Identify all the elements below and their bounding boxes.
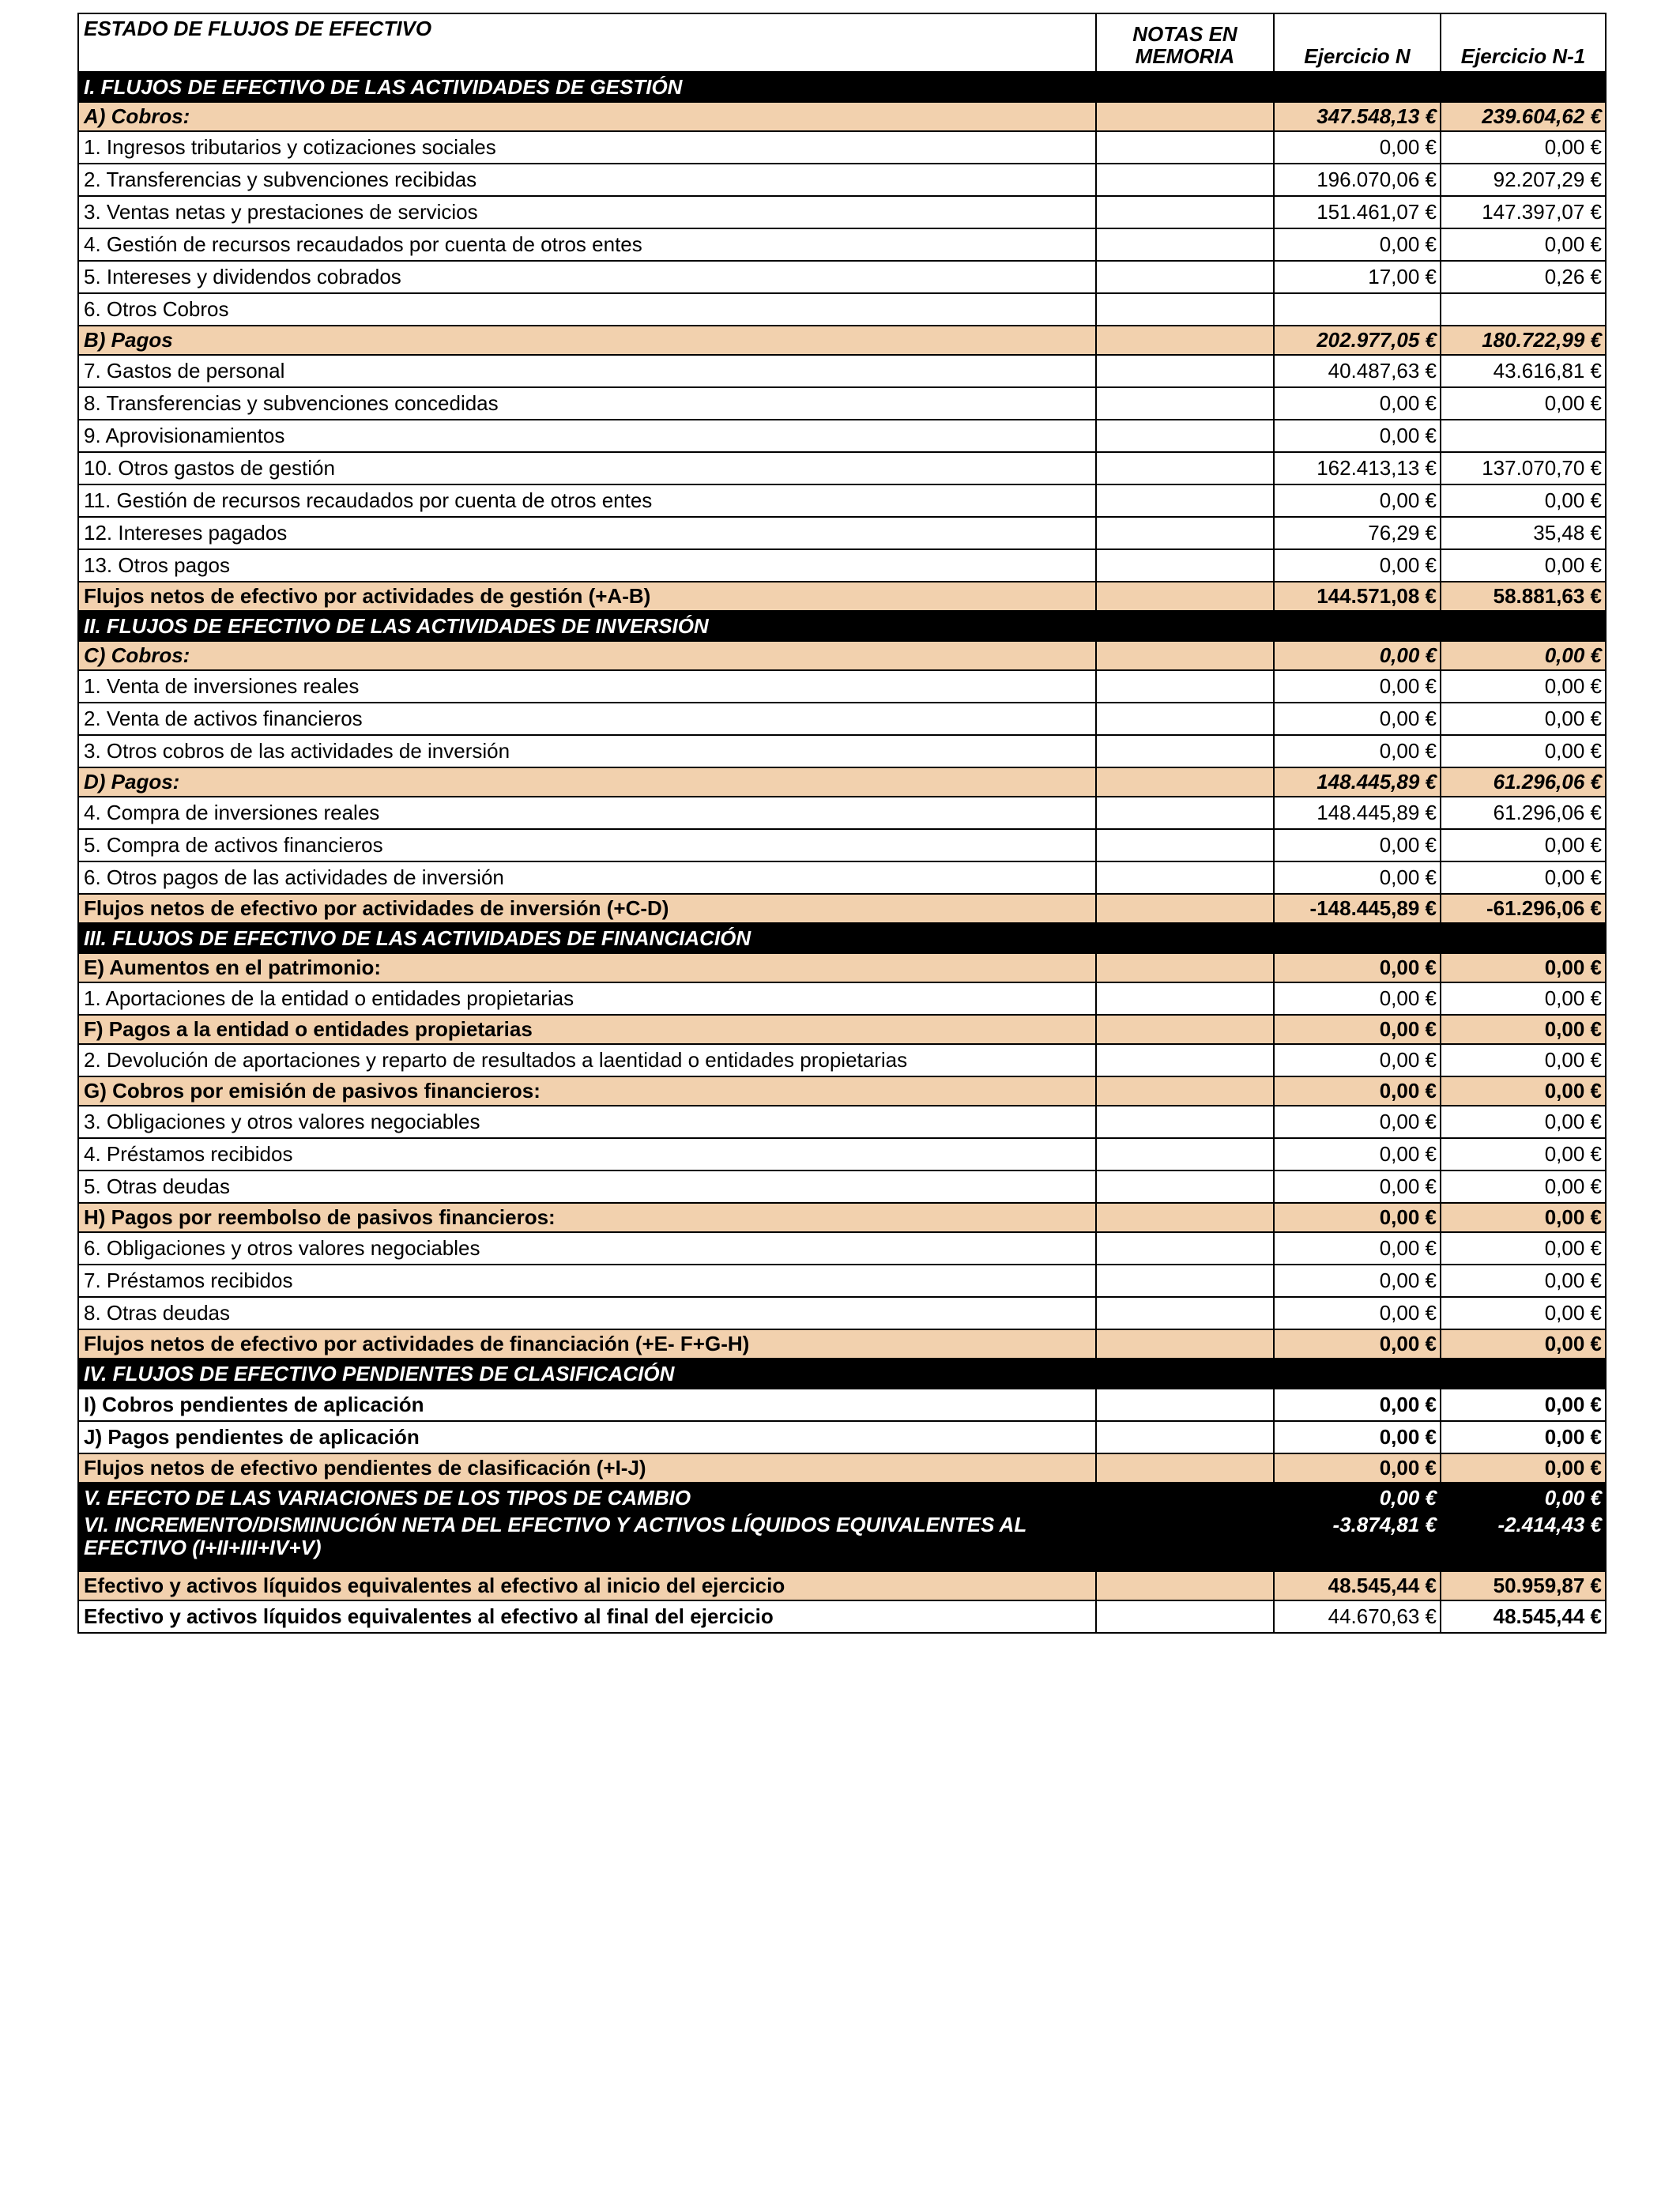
row-label: V. EFECTO DE LAS VARIACIONES DE LOS TIPOS DE CAMBIO — [78, 1483, 1096, 1513]
value-year-n: 44.670,63 € — [1274, 1600, 1441, 1633]
value-year-n1: -61.296,06 € — [1441, 894, 1606, 923]
value-year-n: 0,00 € — [1274, 1106, 1441, 1138]
value-year-n: 0,00 € — [1274, 387, 1441, 420]
row-label: III. FLUJOS DE EFECTIVO DE LAS ACTIVIDADES DE FINANCIACIÓN — [78, 923, 1096, 953]
value-year-n1: 43.616,81 € — [1441, 355, 1606, 387]
row-label: J) Pagos pendientes de aplicación — [78, 1421, 1096, 1453]
row-notes — [1096, 549, 1274, 582]
value-year-n: 0,00 € — [1274, 1044, 1441, 1076]
value-year-n1: 0,00 € — [1441, 1203, 1606, 1232]
row-label: E) Aumentos en el patrimonio: — [78, 953, 1096, 982]
row-notes — [1096, 829, 1274, 861]
row-notes — [1096, 102, 1274, 131]
section-header-row — [78, 923, 1606, 953]
row-notes — [1096, 1015, 1274, 1044]
value-year-n1: 50.959,87 € — [1441, 1571, 1606, 1600]
value-year-n1 — [1441, 611, 1606, 641]
row-label: 5. Compra de activos financieros — [78, 829, 1096, 861]
value-year-n1: 92.207,29 € — [1441, 164, 1606, 196]
column-header-year-n1: Ejercicio N-1 — [1441, 13, 1606, 72]
value-year-n — [1274, 923, 1441, 953]
value-year-n: 162.413,13 € — [1274, 452, 1441, 484]
table-row — [78, 293, 1606, 326]
column-header-year-n: Ejercicio N — [1274, 13, 1441, 72]
value-year-n1: 0,26 € — [1441, 261, 1606, 293]
total-row — [78, 582, 1606, 611]
table-row — [78, 1600, 1606, 1633]
total-row — [78, 1453, 1606, 1483]
value-year-n: 0,00 € — [1274, 1453, 1441, 1483]
table-row — [78, 355, 1606, 387]
row-label: Efectivo y activos líquidos equivalentes al efectivo al final del ejercicio — [78, 1600, 1096, 1633]
row-notes — [1096, 1513, 1274, 1571]
row-notes — [1096, 1138, 1274, 1171]
row-label: Flujos netos de efectivo pendientes de clasificación (+I-J) — [78, 1453, 1096, 1483]
row-label: 1. Ingresos tributarios y cotizaciones sociales — [78, 131, 1096, 164]
value-year-n1: 0,00 € — [1441, 1044, 1606, 1076]
row-notes — [1096, 982, 1274, 1015]
table-header-row — [78, 13, 1606, 72]
table-row — [78, 797, 1606, 829]
row-notes — [1096, 641, 1274, 670]
row-label: D) Pagos: — [78, 767, 1096, 797]
value-year-n1: 61.296,06 € — [1441, 797, 1606, 829]
section-header-row — [78, 611, 1606, 641]
value-year-n1: 0,00 € — [1441, 387, 1606, 420]
row-notes — [1096, 582, 1274, 611]
row-label: 4. Préstamos recibidos — [78, 1138, 1096, 1171]
table-row — [78, 829, 1606, 861]
table-row — [78, 1138, 1606, 1171]
value-year-n1: 137.070,70 € — [1441, 452, 1606, 484]
row-label: Flujos netos de efectivo por actividades de financiación (+E- F+G-H) — [78, 1329, 1096, 1359]
value-year-n1 — [1441, 293, 1606, 326]
row-notes — [1096, 72, 1274, 102]
row-notes — [1096, 484, 1274, 517]
row-label: 12. Intereses pagados — [78, 517, 1096, 549]
section-header-row — [78, 1359, 1606, 1389]
value-year-n: 148.445,89 € — [1274, 797, 1441, 829]
row-notes — [1096, 1571, 1274, 1600]
value-year-n: 17,00 € — [1274, 261, 1441, 293]
row-notes — [1096, 452, 1274, 484]
cash-flow-table — [77, 13, 1607, 1634]
value-year-n: 0,00 € — [1274, 1015, 1441, 1044]
value-year-n — [1274, 72, 1441, 102]
row-notes — [1096, 923, 1274, 953]
value-year-n1: 0,00 € — [1441, 703, 1606, 735]
row-label: B) Pagos — [78, 326, 1096, 355]
section-header-row — [78, 1483, 1606, 1513]
table-row — [78, 196, 1606, 228]
value-year-n: 0,00 € — [1274, 228, 1441, 261]
section-header-row — [78, 72, 1606, 102]
section-header-row — [78, 1513, 1606, 1571]
value-year-n1: 0,00 € — [1441, 861, 1606, 894]
value-year-n: 40.487,63 € — [1274, 355, 1441, 387]
row-label: 8. Transferencias y subvenciones concedidas — [78, 387, 1096, 420]
table-row — [78, 1171, 1606, 1203]
value-year-n: 0,00 € — [1274, 420, 1441, 452]
table-row — [78, 670, 1606, 703]
row-notes — [1096, 1076, 1274, 1106]
row-label: 1. Venta de inversiones reales — [78, 670, 1096, 703]
row-notes — [1096, 1265, 1274, 1297]
value-year-n: 0,00 € — [1274, 829, 1441, 861]
row-notes — [1096, 1389, 1274, 1421]
value-year-n1: 0,00 € — [1441, 1171, 1606, 1203]
table-row — [78, 735, 1606, 767]
statement-title: ESTADO DE FLUJOS DE EFECTIVO — [78, 13, 1096, 72]
value-year-n1: 61.296,06 € — [1441, 767, 1606, 797]
value-year-n: 0,00 € — [1274, 1421, 1441, 1453]
row-notes — [1096, 1232, 1274, 1265]
row-notes — [1096, 164, 1274, 196]
table-row — [78, 767, 1606, 797]
value-year-n1: 239.604,62 € — [1441, 102, 1606, 131]
value-year-n1: -2.414,43 € — [1441, 1513, 1606, 1571]
row-label: 7. Gastos de personal — [78, 355, 1096, 387]
value-year-n1: 0,00 € — [1441, 549, 1606, 582]
value-year-n: 0,00 € — [1274, 861, 1441, 894]
row-notes — [1096, 735, 1274, 767]
value-year-n1: 0,00 € — [1441, 1389, 1606, 1421]
value-year-n1: 48.545,44 € — [1441, 1600, 1606, 1633]
row-label: 5. Intereses y dividendos cobrados — [78, 261, 1096, 293]
row-notes — [1096, 894, 1274, 923]
table-row — [78, 953, 1606, 982]
row-notes — [1096, 1044, 1274, 1076]
value-year-n1: 180.722,99 € — [1441, 326, 1606, 355]
row-notes — [1096, 767, 1274, 797]
value-year-n: 0,00 € — [1274, 1076, 1441, 1106]
table-row — [78, 641, 1606, 670]
table-row — [78, 387, 1606, 420]
value-year-n: 202.977,05 € — [1274, 326, 1441, 355]
value-year-n — [1274, 1359, 1441, 1389]
row-label: 8. Otras deudas — [78, 1297, 1096, 1329]
value-year-n: 151.461,07 € — [1274, 196, 1441, 228]
table-row — [78, 484, 1606, 517]
value-year-n1: 0,00 € — [1441, 1076, 1606, 1106]
row-notes — [1096, 1329, 1274, 1359]
value-year-n1: 0,00 € — [1441, 1232, 1606, 1265]
row-notes — [1096, 355, 1274, 387]
table-row — [78, 1076, 1606, 1106]
row-label: 1. Aportaciones de la entidad o entidades propietarias — [78, 982, 1096, 1015]
row-label: F) Pagos a la entidad o entidades propietarias — [78, 1015, 1096, 1044]
row-notes — [1096, 797, 1274, 829]
value-year-n: -3.874,81 € — [1274, 1513, 1441, 1571]
value-year-n: 0,00 € — [1274, 1329, 1441, 1359]
table-row — [78, 131, 1606, 164]
row-notes — [1096, 611, 1274, 641]
row-label: Efectivo y activos líquidos equivalentes al efectivo al inicio del ejercicio — [78, 1571, 1096, 1600]
row-label: 7. Préstamos recibidos — [78, 1265, 1096, 1297]
total-row — [78, 1329, 1606, 1359]
row-notes — [1096, 228, 1274, 261]
value-year-n — [1274, 293, 1441, 326]
table-row — [78, 1421, 1606, 1453]
value-year-n1: 0,00 € — [1441, 228, 1606, 261]
row-label: 3. Obligaciones y otros valores negociables — [78, 1106, 1096, 1138]
row-label: Flujos netos de efectivo por actividades de gestión (+A-B) — [78, 582, 1096, 611]
row-label: G) Cobros por emisión de pasivos financieros: — [78, 1076, 1096, 1106]
row-label: A) Cobros: — [78, 102, 1096, 131]
value-year-n1 — [1441, 1359, 1606, 1389]
value-year-n: 148.445,89 € — [1274, 767, 1441, 797]
row-notes — [1096, 420, 1274, 452]
value-year-n1: 35,48 € — [1441, 517, 1606, 549]
row-notes — [1096, 326, 1274, 355]
value-year-n1: 0,00 € — [1441, 982, 1606, 1015]
value-year-n: 0,00 € — [1274, 641, 1441, 670]
cash-flow-statement — [77, 13, 1605, 1634]
value-year-n: 0,00 € — [1274, 735, 1441, 767]
value-year-n: 0,00 € — [1274, 953, 1441, 982]
column-header-notes: NOTAS EN MEMORIA — [1096, 13, 1274, 72]
row-notes — [1096, 703, 1274, 735]
value-year-n1: 58.881,63 € — [1441, 582, 1606, 611]
table-row — [78, 861, 1606, 894]
total-row — [78, 894, 1606, 923]
value-year-n: 196.070,06 € — [1274, 164, 1441, 196]
row-notes — [1096, 670, 1274, 703]
row-notes — [1096, 953, 1274, 982]
table-row — [78, 452, 1606, 484]
table-row — [78, 1203, 1606, 1232]
row-label: Flujos netos de efectivo por actividades de inversión (+C-D) — [78, 894, 1096, 923]
row-label: 2. Devolución de aportaciones y reparto de resultados a laentidad o entidades propietarias — [78, 1044, 1096, 1076]
table-row — [78, 1297, 1606, 1329]
row-label: H) Pagos por reembolso de pasivos financieros: — [78, 1203, 1096, 1232]
value-year-n: 0,00 € — [1274, 1265, 1441, 1297]
row-label: I. FLUJOS DE EFECTIVO DE LAS ACTIVIDADES DE GESTIÓN — [78, 72, 1096, 102]
table-row — [78, 1265, 1606, 1297]
value-year-n1: 0,00 € — [1441, 1015, 1606, 1044]
row-label: C) Cobros: — [78, 641, 1096, 670]
row-label: 5. Otras deudas — [78, 1171, 1096, 1203]
table-row — [78, 549, 1606, 582]
total-row — [78, 1571, 1606, 1600]
table-row — [78, 164, 1606, 196]
row-label: 3. Otros cobros de las actividades de inversión — [78, 735, 1096, 767]
value-year-n1: 0,00 € — [1441, 829, 1606, 861]
row-notes — [1096, 131, 1274, 164]
value-year-n1: 0,00 € — [1441, 1138, 1606, 1171]
row-label: 9. Aprovisionamientos — [78, 420, 1096, 452]
row-notes — [1096, 1203, 1274, 1232]
row-label: 6. Otros Cobros — [78, 293, 1096, 326]
row-notes — [1096, 1359, 1274, 1389]
value-year-n — [1274, 611, 1441, 641]
table-row — [78, 1044, 1606, 1076]
value-year-n: 0,00 € — [1274, 131, 1441, 164]
value-year-n: 0,00 € — [1274, 549, 1441, 582]
row-label: II. FLUJOS DE EFECTIVO DE LAS ACTIVIDADES DE INVERSIÓN — [78, 611, 1096, 641]
value-year-n: 0,00 € — [1274, 1138, 1441, 1171]
row-label: VI. INCREMENTO/DISMINUCIÓN NETA DEL EFECTIVO Y ACTIVOS LÍQUIDOS EQUIVALENTES AL EFECTIVO (I+II+III+IV+V) — [78, 1513, 1096, 1571]
row-notes — [1096, 1453, 1274, 1483]
row-notes — [1096, 1421, 1274, 1453]
value-year-n: 0,00 € — [1274, 1203, 1441, 1232]
value-year-n: 144.571,08 € — [1274, 582, 1441, 611]
table-row — [78, 420, 1606, 452]
row-label: 11. Gestión de recursos recaudados por cuenta de otros entes — [78, 484, 1096, 517]
value-year-n1: 0,00 € — [1441, 131, 1606, 164]
row-label: IV. FLUJOS DE EFECTIVO PENDIENTES DE CLASIFICACIÓN — [78, 1359, 1096, 1389]
value-year-n1: 0,00 € — [1441, 1483, 1606, 1513]
value-year-n: 0,00 € — [1274, 670, 1441, 703]
row-notes — [1096, 293, 1274, 326]
row-notes — [1096, 517, 1274, 549]
value-year-n: 0,00 € — [1274, 703, 1441, 735]
table-row — [78, 1015, 1606, 1044]
value-year-n: 347.548,13 € — [1274, 102, 1441, 131]
value-year-n1: 0,00 € — [1441, 1106, 1606, 1138]
table-row — [78, 1232, 1606, 1265]
row-label: 2. Transferencias y subvenciones recibidas — [78, 164, 1096, 196]
table-row — [78, 228, 1606, 261]
table-row — [78, 703, 1606, 735]
value-year-n1: 0,00 € — [1441, 1297, 1606, 1329]
row-notes — [1096, 1106, 1274, 1138]
value-year-n: 0,00 € — [1274, 1389, 1441, 1421]
value-year-n: 48.545,44 € — [1274, 1571, 1441, 1600]
row-label: 10. Otros gastos de gestión — [78, 452, 1096, 484]
value-year-n1: 0,00 € — [1441, 1421, 1606, 1453]
value-year-n1: 0,00 € — [1441, 1265, 1606, 1297]
row-label: 4. Compra de inversiones reales — [78, 797, 1096, 829]
value-year-n1 — [1441, 923, 1606, 953]
value-year-n1 — [1441, 420, 1606, 452]
table-row — [78, 102, 1606, 131]
table-row — [78, 1389, 1606, 1421]
value-year-n: -148.445,89 € — [1274, 894, 1441, 923]
row-label: 4. Gestión de recursos recaudados por cuenta de otros entes — [78, 228, 1096, 261]
row-label: 13. Otros pagos — [78, 549, 1096, 582]
value-year-n1: 0,00 € — [1441, 735, 1606, 767]
value-year-n1 — [1441, 72, 1606, 102]
value-year-n1: 147.397,07 € — [1441, 196, 1606, 228]
row-label: I) Cobros pendientes de aplicación — [78, 1389, 1096, 1421]
value-year-n1: 0,00 € — [1441, 1329, 1606, 1359]
table-row — [78, 517, 1606, 549]
table-row — [78, 1106, 1606, 1138]
row-notes — [1096, 196, 1274, 228]
row-notes — [1096, 1171, 1274, 1203]
value-year-n: 0,00 € — [1274, 982, 1441, 1015]
table-row — [78, 982, 1606, 1015]
row-notes — [1096, 1600, 1274, 1633]
row-notes — [1096, 1483, 1274, 1513]
row-label: 6. Obligaciones y otros valores negociables — [78, 1232, 1096, 1265]
value-year-n1: 0,00 € — [1441, 670, 1606, 703]
value-year-n: 0,00 € — [1274, 484, 1441, 517]
value-year-n: 0,00 € — [1274, 1483, 1441, 1513]
value-year-n1: 0,00 € — [1441, 953, 1606, 982]
value-year-n1: 0,00 € — [1441, 484, 1606, 517]
row-label: 6. Otros pagos de las actividades de inversión — [78, 861, 1096, 894]
table-row — [78, 326, 1606, 355]
row-notes — [1096, 861, 1274, 894]
value-year-n: 0,00 € — [1274, 1297, 1441, 1329]
value-year-n1: 0,00 € — [1441, 641, 1606, 670]
value-year-n: 76,29 € — [1274, 517, 1441, 549]
row-label: 3. Ventas netas y prestaciones de servicios — [78, 196, 1096, 228]
value-year-n1: 0,00 € — [1441, 1453, 1606, 1483]
value-year-n: 0,00 € — [1274, 1171, 1441, 1203]
table-row — [78, 261, 1606, 293]
value-year-n: 0,00 € — [1274, 1232, 1441, 1265]
row-notes — [1096, 261, 1274, 293]
row-notes — [1096, 1297, 1274, 1329]
row-notes — [1096, 387, 1274, 420]
row-label: 2. Venta de activos financieros — [78, 703, 1096, 735]
